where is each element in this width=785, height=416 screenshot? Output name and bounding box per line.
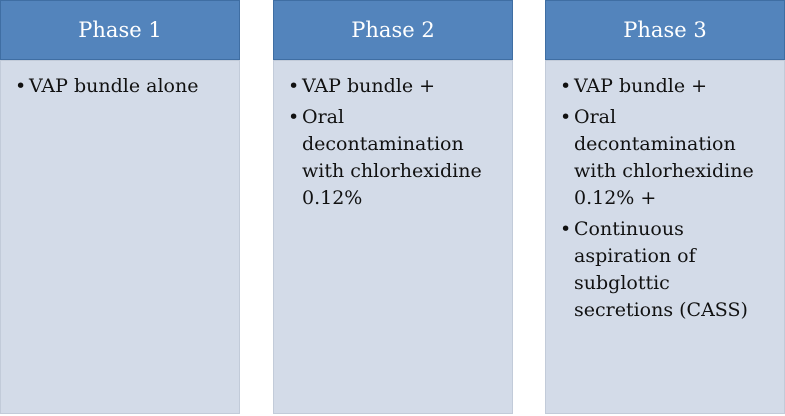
phase-3-item: • Oral decontamination with chlorhexidine 0.12% + [560, 104, 770, 212]
phase-2-item-list [274, 61, 512, 212]
phase-2-body [273, 60, 513, 414]
phase-3-item-list [546, 61, 784, 324]
phase-3-item: • Continuous aspiration of subglottic secretions (CASS) [560, 216, 770, 324]
phase-2-header: Phase 2 [273, 0, 513, 60]
phase-1-column [0, 0, 240, 414]
phase-2-item: • VAP bundle + [288, 73, 498, 100]
phase-3-header: Phase 3 [545, 0, 785, 60]
phase-1-header: Phase 1 [0, 0, 240, 60]
phase-1-item-list [1, 61, 239, 100]
phase-3-item: • VAP bundle + [560, 73, 770, 100]
phase-2-item: • Oral decontamination with chlorhexidine 0.12% [288, 104, 498, 212]
phase-3-column [545, 0, 785, 414]
phase-1-item: • VAP bundle alone [15, 73, 225, 100]
phase-2-column [273, 0, 513, 414]
phase-3-body [545, 60, 785, 414]
phase-1-body [0, 60, 240, 414]
